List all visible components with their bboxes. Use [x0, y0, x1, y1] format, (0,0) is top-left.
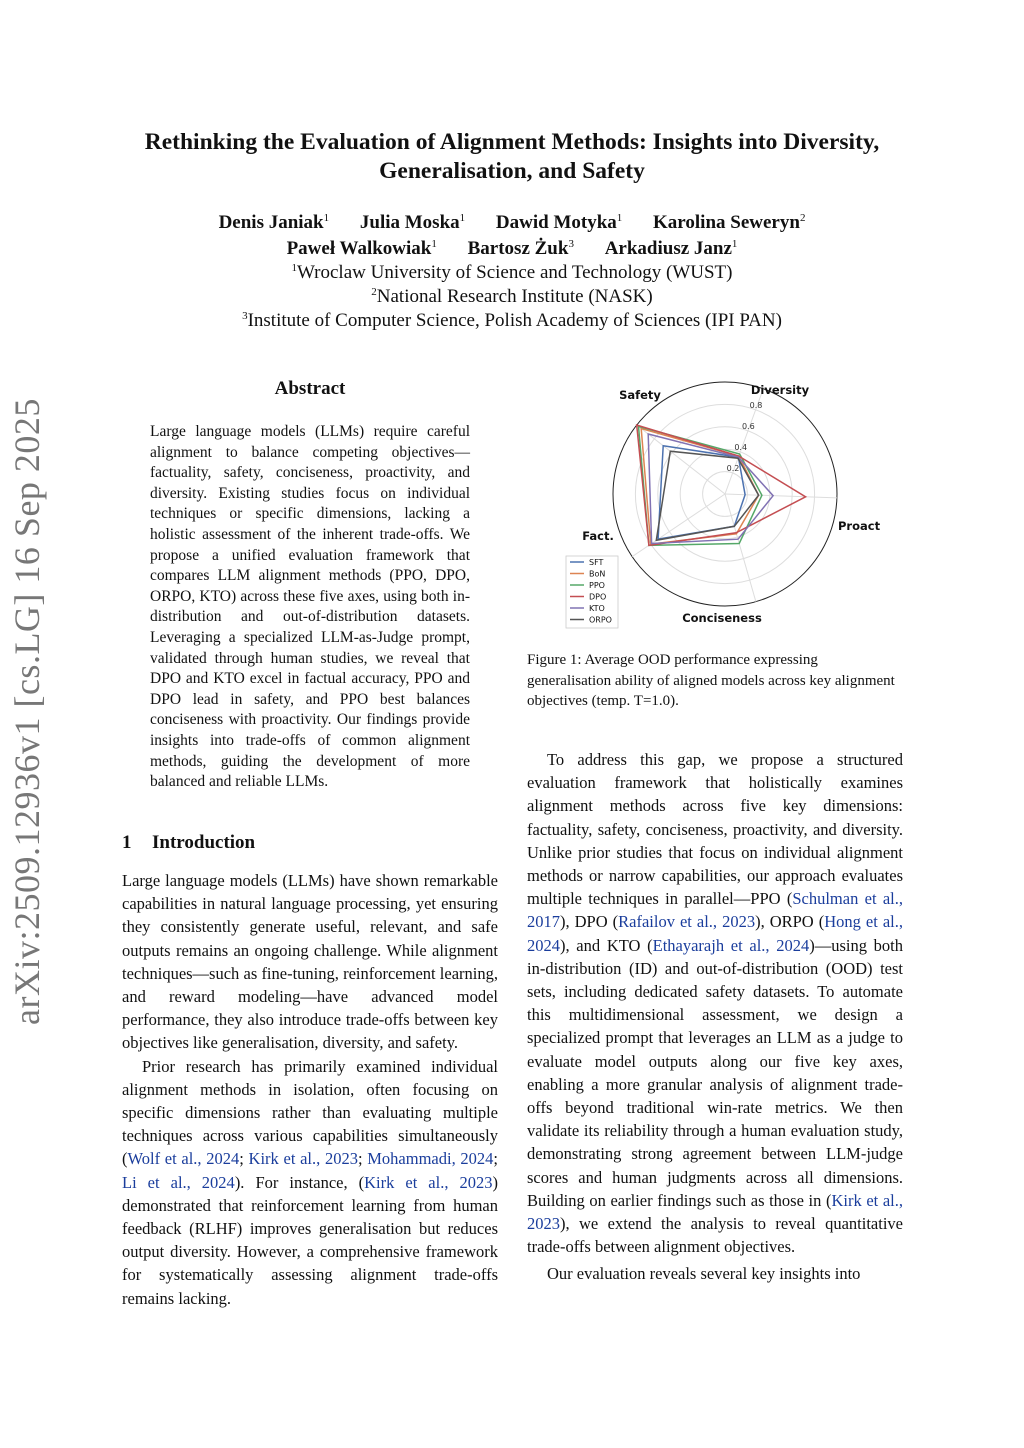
left-column [122, 869, 498, 1310]
series-line-dpo [637, 425, 806, 545]
author: Paweł Walkowiak$^1$ [286, 238, 437, 259]
section-heading: 1 Introduction [122, 832, 256, 853]
axis-spoke [725, 494, 837, 498]
right-column [527, 748, 903, 1286]
axis-label: Proact. [838, 519, 880, 533]
citation-link[interactable]: Rafailov et al., 2023 [618, 912, 756, 932]
authors-row-1 [100, 212, 924, 234]
figure-caption: Figure 1: Average OOD performance expressing generalisation ability of aligned models across key alignment objectives (temp. T=1.0). [527, 652, 895, 709]
citation-link[interactable]: Mohammadi, 2024 [367, 1149, 494, 1169]
axis-label: Safety [619, 388, 661, 402]
figure-1 [560, 372, 880, 639]
axis-spoke [632, 494, 725, 557]
tick-label: 0.2 [726, 463, 740, 473]
paragraph: Prior research has primarily examined individual alignment methods in isolation, often focusing on specific dimensions rather than evaluating multiple techniques across various capabilities simultaneously (Wolf et al., 2024; Kirk et al., 2023; Mohammadi, 2024; Li et al., 2024). For instance, (Kirk et al., 2023) demonstrated that reinforcement learning from human feedback (RLHF) improves generalisation but reduces output diversity. However, a comprehensive framework for systematically assessing alignment trade-offs remains lacking. [122, 1056, 499, 1308]
tick-label: 0.6 [741, 421, 755, 431]
citation-link[interactable]: Wolf et al., 2024 [127, 1149, 240, 1169]
paragraph: Our evaluation reveals several key insights into [547, 1264, 861, 1284]
radar-chart [560, 372, 880, 634]
paper-title: Rethinking the Evaluation of Alignment Methods: Insights into Diversity, Generalisation, and Safety [144, 129, 880, 184]
citation-link[interactable]: Kirk et al., 2023 [364, 1172, 493, 1192]
axis-label: Fact. [582, 529, 614, 543]
citation-link[interactable]: Li et al., 2024 [122, 1172, 235, 1192]
citation-link[interactable]: Kirk et al., 2023 [527, 1190, 903, 1234]
tick-label: 0.8 [749, 400, 763, 410]
paragraph: Large language models (LLMs) have shown remarkable capabilities in natural language processing, yet ensuring they consistently generate useful, relevant, and safe outputs remains an ongoing challenge. While alignment techniques—such as fine-tuning, reinforcement learning, and reward modeling—have advanced model performance, they also introduce trade-offs between key objectives like generalisation, diversity, and safety. [122, 871, 498, 1053]
legend-label: KTO [589, 604, 605, 613]
author: Julia Moska$^1$ [359, 212, 466, 233]
legend-label: DPO [589, 592, 607, 602]
arxiv-identifier: arXiv:2509.12936v1 [cs.LG] 16 Sep 2025 [7, 398, 47, 1025]
citation-link[interactable]: Schulman et al., 2017 [527, 889, 904, 932]
author: Denis Janiak$^1$ [218, 212, 330, 233]
authors-row-2 [100, 238, 924, 260]
paragraph: To address this gap, we propose a structured evaluation framework that holistically examines alignment methods across five key dimensions: factuality, safety, conciseness, proactivity, and diversity. Unlike prior studies that focus on individual alignment methods or narrow capabilities, our approach evaluates multiple techniques in parallel—PPO (Schulman et al., 2017), DPO (Rafailov et al., 2023), ORPO (Hong et al., 2024), and KTO (Ethayarajh et al., 2024)—using both in-distribution (ID) and out-of-distribution (OOD) test sets, including dedicated safety datasets. To automate this multidimensional assessment, we design a specialized prompt that leverages an LLM as a judge to evaluate model outputs along our five key axes, enabling a more granular analysis of alignment trade-offs beyond traditional win-rate metrics. We then validate its reliability through a human evaluation study, demonstrating strong agreement between LLM-judge scores and human judgments across all dimensions. Building on earlier findings such as those in (Kirk et al., 2023), we extend the analysis to reveal quantitative trade-offs between alignment objectives. [527, 750, 904, 1257]
axis-label: Diversity [750, 383, 810, 397]
legend-label: PPO [589, 581, 605, 590]
citation-link[interactable]: Ethayarajh et al., 2024 [652, 935, 810, 955]
citation-link[interactable]: Hong et al., 2024 [527, 912, 903, 955]
author: Bartosz Żuk$^3$ [467, 238, 574, 259]
series-line-sft [658, 446, 745, 539]
author: Karolina Seweryn$^2$ [653, 212, 806, 233]
author: Dawid Motyka$^1$ [495, 212, 623, 233]
affiliation: $^3$Institute of Computer Science, Polish Academy of Sciences (IPI PAN) [242, 310, 782, 331]
legend-label: BoN [589, 569, 606, 579]
abstract-heading: Abstract [274, 378, 346, 399]
abstract-text: Large language models (LLMs) require careful alignment to balance competing objectives—factuality, safety, conciseness, proactivity, and diversity. Existing studies focus on individual techniques or specific dimensions, lacking a holistic assessment of the inherent trade-offs. We propose a unified evaluation framework that compares LLM alignment methods (PPO, DPO, ORPO, KTO) across these five axes, using both in-distribution and out-of-distribution datasets. Leveraging a specialized LLM-as-Judge prompt, validated through human studies, we reveal that DPO and KTO excel in factual accuracy, PPO and DPO lead in safety, and PPO best balances conciseness with proactivity. Our findings provide insights into trade-offs of common alignment methods, guiding the development of more balanced and reliable LLMs. [150, 423, 470, 791]
citation-link[interactable]: Kirk et al., 2023 [248, 1149, 358, 1169]
axis-label: Conciseness [682, 611, 762, 625]
author: Arkadiusz Janz$^1$ [604, 238, 738, 259]
legend-label: SFT [589, 558, 604, 567]
affiliation: $^2$National Research Institute (NASK) [371, 286, 653, 307]
legend-label: ORPO [589, 615, 612, 625]
tick-label: 0.4 [734, 442, 748, 452]
affiliation: $^1$Wroclaw University of Science and Technology (WUST) [291, 262, 733, 283]
